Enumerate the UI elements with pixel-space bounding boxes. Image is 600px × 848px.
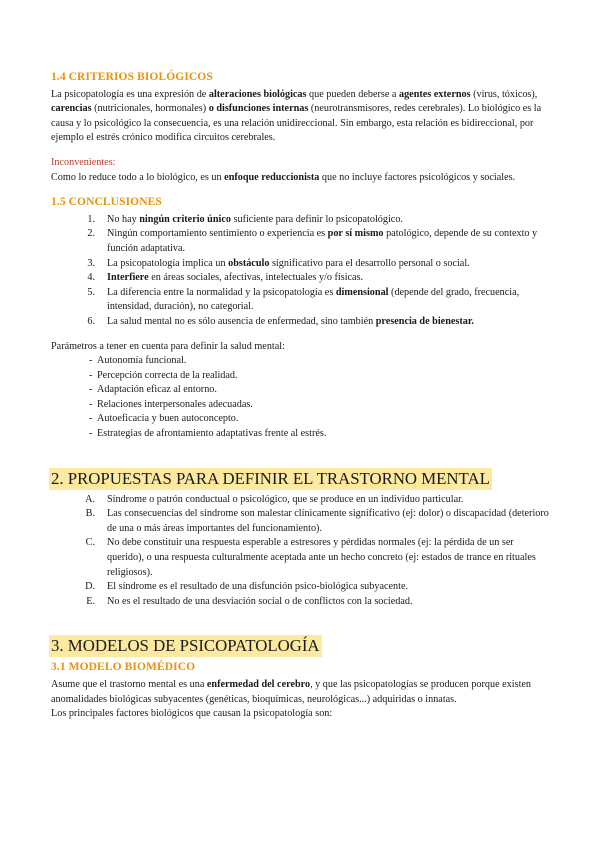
text-run: (neurotransmisores, redes cerebrales). Lo biológico es la causa y lo psicológico la consecuencia, es una relación unidireccional. Sin embargo, esta relación es bidireccional, por ejemplo el estrés crónico modifica circuitos cerebrales. <box>51 103 542 144</box>
section-title-2: 2. PROPUESTAS PARA DEFINIR EL TRASTORNO MENTAL <box>51 468 490 488</box>
text-run: Asume que el trastorno mental es una <box>51 679 207 690</box>
list-item: 5. La diferencia entre la normalidad y la psicopatología es dimensional (depende del grado, frecuencia, intensidad, duración), no categorial. <box>87 286 520 313</box>
bold-term: alteraciones biológicas <box>208 88 307 100</box>
paragraph-biological-criteria <box>51 88 551 146</box>
bold-term: obstáculo <box>228 257 270 269</box>
text-run: en áreas sociales, afectivas, intelectuales y/o físicas. <box>148 272 364 284</box>
list-item: - Autonomía funcional. <box>89 355 187 367</box>
section-title-3-1: 3.1 MODELO BIOMÉDICO <box>51 661 196 674</box>
bold-term: enfermedad del cerebro <box>206 679 311 690</box>
bold-term: o disfunciones internas <box>208 103 309 115</box>
section-title-1-4: 1.4 CRITERIOS BIOLÓGICOS <box>51 71 213 83</box>
list-item: C. No debe constituir una respuesta esperable a estresores y pérdidas normales (ej: la pérdida de un ser querido), o una respuesta culturalmente aceptada ante un hecho concreto (ej: estados de trance en rituales religiosos). <box>85 537 536 578</box>
text-run: patológico, depende de su contexto y función adaptativa. <box>107 228 538 254</box>
list-item: - Adaptación eficaz al entorno. <box>89 384 217 396</box>
paragraph-drawbacks <box>51 171 551 186</box>
parameters-intro: Parámetros a tener en cuenta para definir la salud mental: <box>51 340 285 352</box>
text-run: La salud mental no es sólo ausencia de enfermedad, sino también <box>107 315 376 327</box>
text-run: que pueden deberse a <box>306 88 399 100</box>
text-run: suficiente para definir lo psicopatológico. <box>230 213 403 225</box>
list-item: B. Las consecuencias del síndrome son malestar clínicamente significativo (ej: dolor) o discapacidad (deterioro de una o más áreas importantes del funcionamiento). <box>85 508 549 534</box>
bold-term: Interfiere <box>107 272 149 284</box>
text-run: La psicopatología implica un <box>107 257 229 269</box>
bold-term: ningún criterio único <box>139 213 231 225</box>
list-item: - Percepción correcta de la realidad. <box>89 369 238 381</box>
parameters-list <box>51 354 551 442</box>
bold-term: presencia de bienestar. <box>375 315 474 327</box>
bold-term: agentes externos <box>398 88 471 100</box>
bold-term: enfoque reduccionista <box>224 171 320 183</box>
list-item: E. No es el resultado de una desviación social o de conflictos con la sociedad. <box>86 595 413 607</box>
paragraph-biomedical-model <box>51 678 551 707</box>
bold-term: por sí mismo <box>327 228 384 240</box>
list-item: 1. No hay ningún criterio único suficiente para definir lo psicopatológico. <box>87 213 403 225</box>
list-item: D. El síndrome es el resultado de una disfunción psico-biológica subyacente. <box>85 581 409 593</box>
paragraph-biological-factors: Los principales factores biológicos que causan la psicopatología son: <box>51 708 333 720</box>
section-title-1-5: 1.5 CONCLUSIONES <box>51 196 162 209</box>
list-item: - Estrategias de afrontamiento adaptativas frente al estrés. <box>89 428 327 440</box>
drawbacks-label: Inconvenientes: <box>51 156 116 168</box>
bold-term: carencias <box>51 103 92 115</box>
list-item: - Relaciones interpersonales adecuadas. <box>89 398 253 410</box>
text-run: significativo para el desarrollo personal o social. <box>269 257 470 269</box>
section-title-3: 3. MODELOS DE PSICOPATOLOGÍA <box>51 636 320 656</box>
document-page <box>51 70 551 722</box>
conclusions-list <box>51 213 551 330</box>
list-item: 6. La salud mental no es sólo ausencia de enfermedad, sino también presencia de bienestar. <box>87 315 474 327</box>
text-run: La diferencia entre la normalidad y la psicopatología es <box>107 286 336 298</box>
text-run: Ningún comportamiento sentimiento o experiencia es <box>107 228 328 240</box>
text-run: La psicopatología es una expresión de <box>51 88 209 100</box>
text-run: (virus, tóxicos), <box>470 88 538 100</box>
list-item: - Autoeficacia y buen autoconcepto. <box>89 413 239 425</box>
text-run: Como lo reduce todo a lo biológico, es un <box>51 171 225 183</box>
text-run: No hay <box>107 213 140 225</box>
list-item: 3. La psicopatología implica un obstáculo significativo para el desarrollo personal o social. <box>87 257 470 269</box>
text-run: que no incluye factores psicológicos y sociales. <box>319 171 516 183</box>
text-run: (depende del grado, frecuencia, intensidad, duración), no categorial. <box>107 286 520 313</box>
bold-term: dimensional <box>335 286 389 298</box>
proposals-list <box>51 493 551 610</box>
list-item: A. Síndrome o patrón conductual o psicológico, que se produce en un individuo particular. <box>85 493 464 505</box>
text-run: (nutricionales, hormonales) <box>91 103 209 115</box>
text-run: , y que las psicopatologías se producen porque existen anomalidades biológicas subyacentes (genéticas, bioquímicas, neurológicas...) adquiridas o innatas. <box>51 679 532 705</box>
list-item: 4. Interfiere en áreas sociales, afectivas, intelectuales y/o físicas. <box>87 272 364 284</box>
list-item: 2. Ningún comportamiento sentimiento o experiencia es por sí mismo patológico, depende de su contexto y función adaptativa. <box>87 228 538 254</box>
